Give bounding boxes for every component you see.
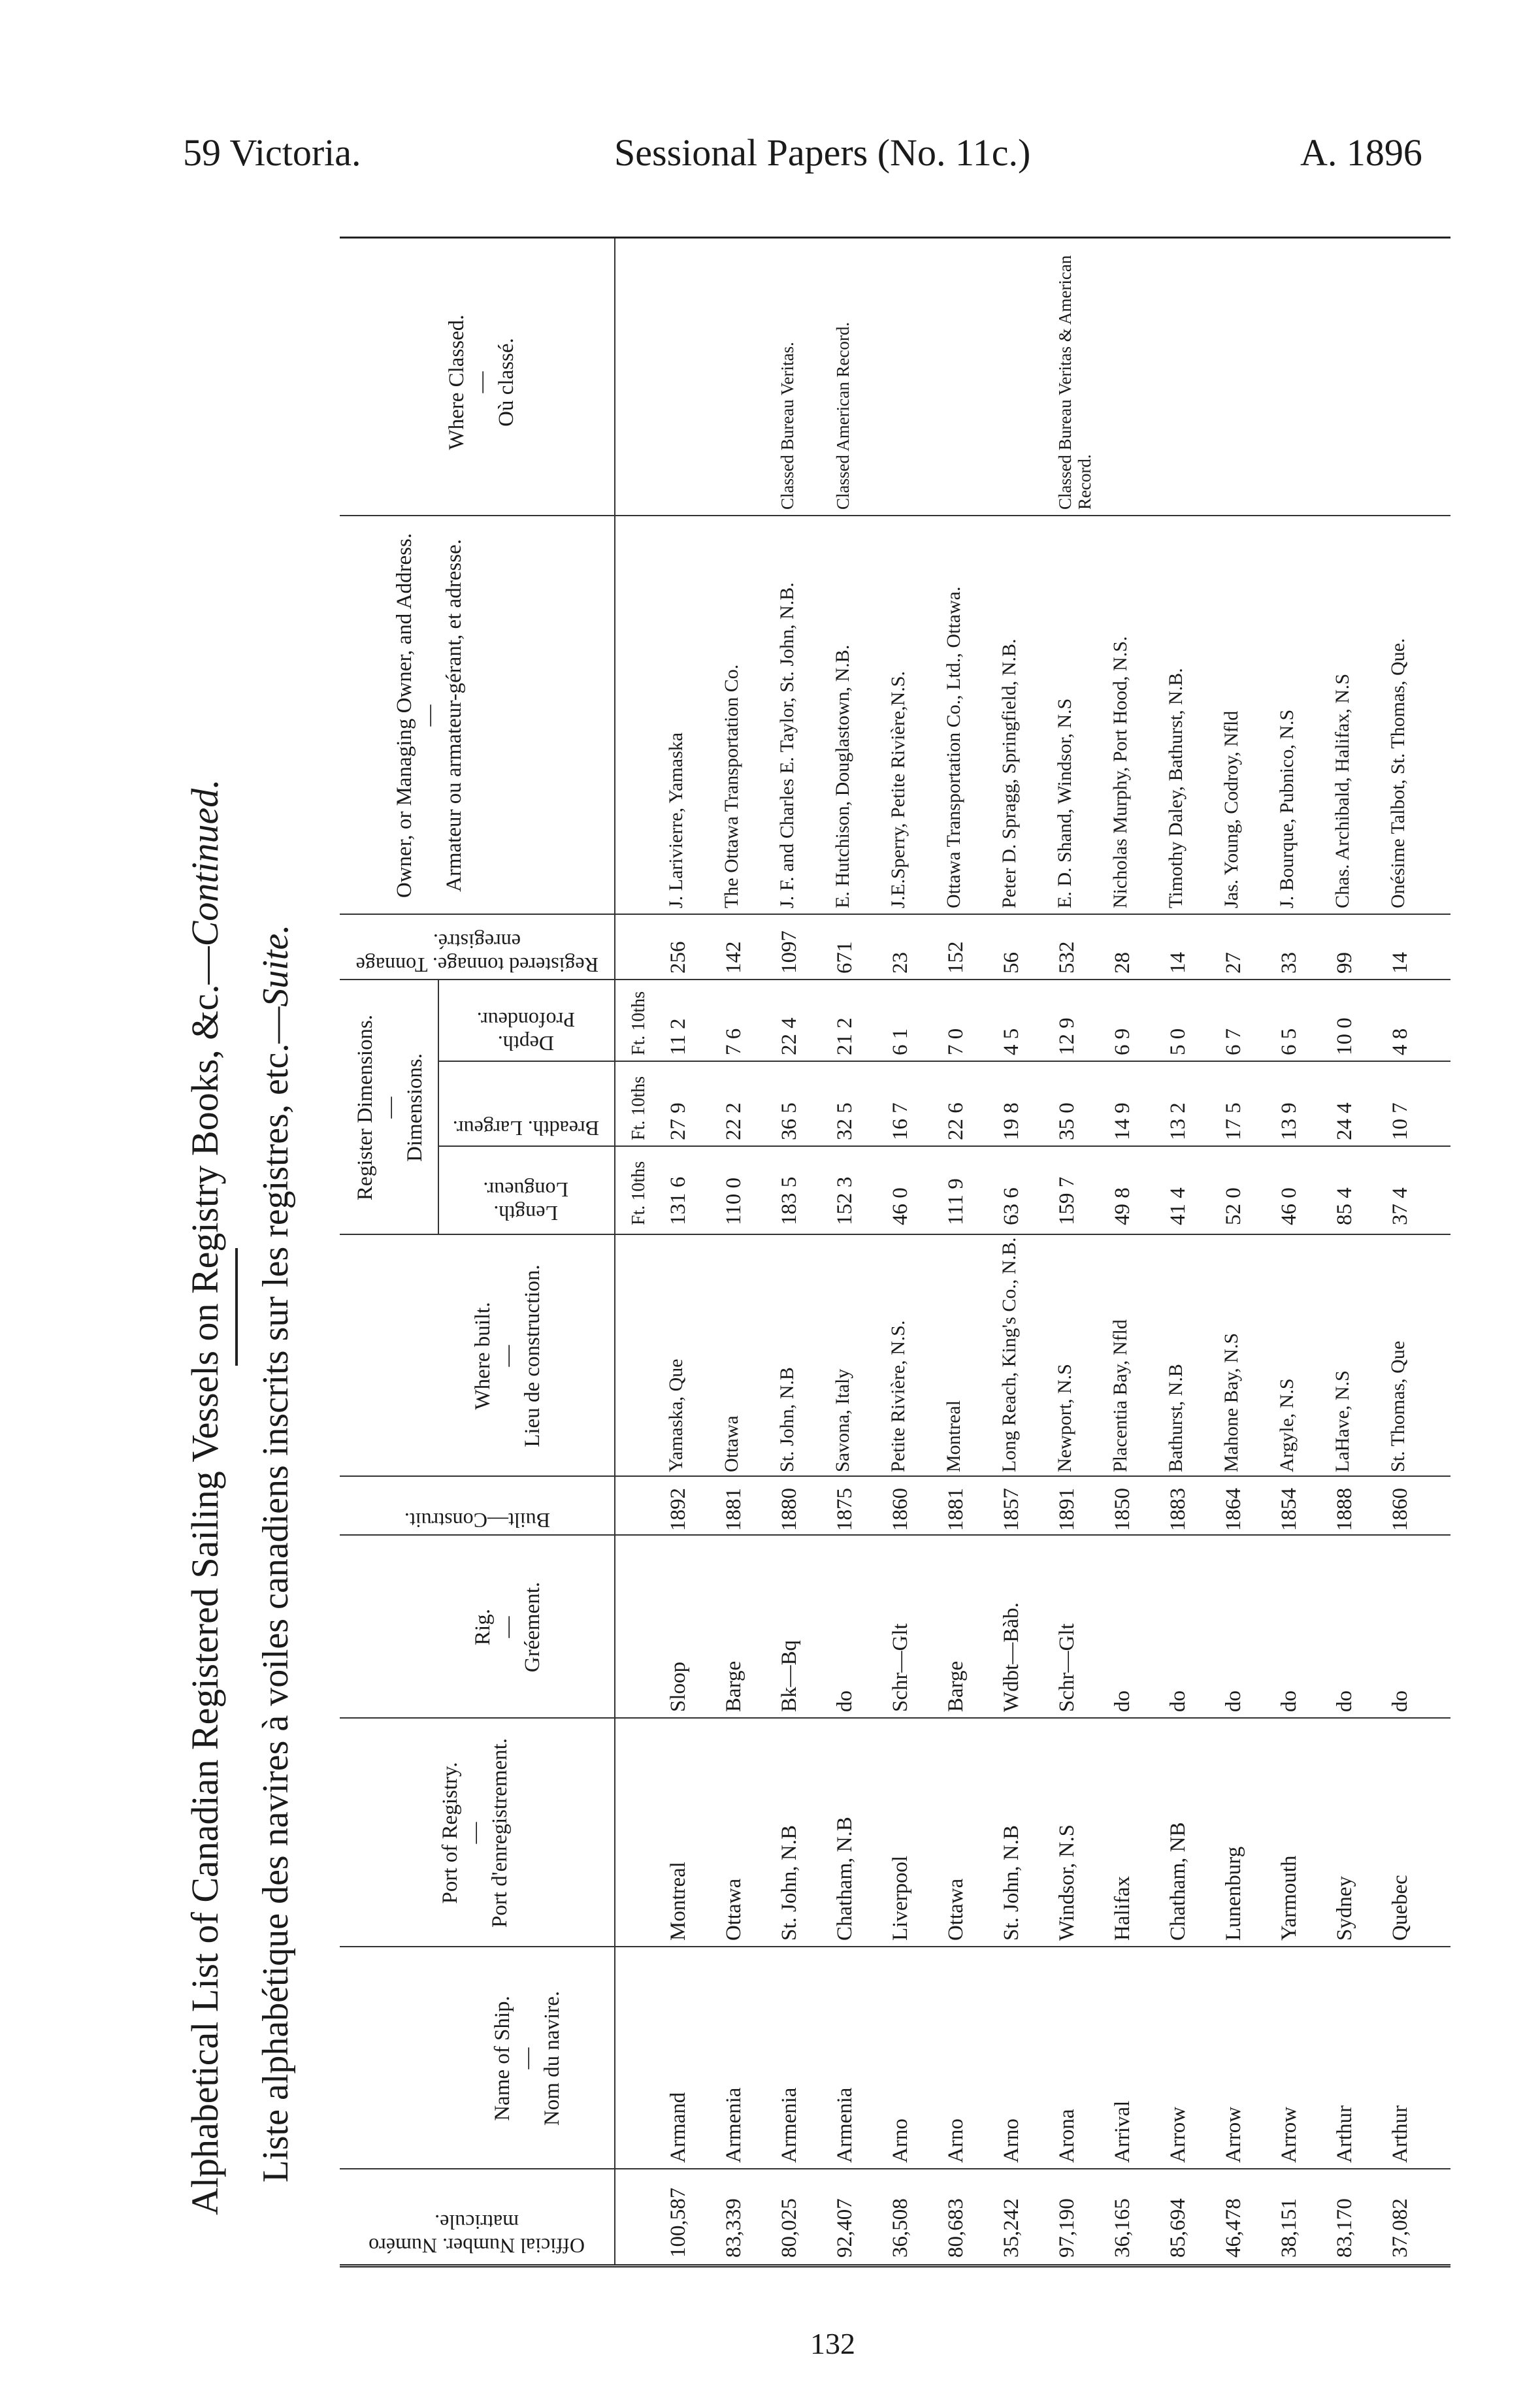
cell-length: 46 0 [889,1187,912,1225]
cell-name: Arno [889,2118,912,2163]
cell-built: 1850 [1111,1488,1134,1531]
col-divider [340,914,1450,915]
cell-length: 46 0 [1277,1187,1301,1225]
cell-rig: do [1388,1690,1412,1712]
cell-rig: Schr—Glt [889,1623,912,1712]
cell-port: Ottawa [722,1878,745,1941]
cell-built: 1891 [1055,1488,1079,1531]
cell-port: St. John, N.B [1000,1825,1023,1941]
cell-port: Yarmouth [1277,1855,1301,1941]
cell-official: 35,242 [1000,2198,1023,2258]
cell-owner: Ottawa Transportation Co., Ltd., Ottawa. [943,586,964,908]
cell-owner: J. Larivierre, Yamaska [665,732,687,908]
col-divider [340,1234,1450,1235]
cell-port: Halifax [1111,1876,1134,1941]
cell-name: Armenia [833,2087,857,2163]
rotated-table-page [163,242,1457,2267]
cell-official: 85,694 [1166,2198,1190,2258]
cell-owner: Nicholas Murphy, Port Hood, N.S. [1109,636,1131,908]
cell-length: 159 7 [1055,1176,1079,1225]
cell-official: 92,407 [833,2198,857,2258]
cell-official: 97,190 [1055,2198,1079,2258]
cell-owner: E. D. Shand, Windsor, N.S [1054,698,1075,908]
col-divider [340,515,1450,516]
cell-owner: E. Hutchison, Douglastown, N.B. [832,644,853,908]
cell-port: Sydney [1333,1876,1356,1941]
cell-owner: Jas. Young, Codroy, Nfld [1221,710,1242,908]
cell-breadth: 22 2 [722,1102,745,1140]
cell-length: 111 9 [944,1178,968,1225]
cell-built: 1880 [778,1488,801,1531]
cell-name: Arno [944,2118,968,2163]
header-divider [614,239,615,2264]
col-divider [340,2168,1450,2169]
cell-tonnage: 152 [944,941,968,974]
cell-rig: do [1111,1690,1134,1712]
cell-owner: Onésime Talbot, St. Thomas, Que. [1387,638,1409,908]
cell-name: Arrival [1111,2100,1134,2163]
cell-length: 110 0 [722,1177,745,1225]
cell-breadth: 13 2 [1166,1102,1190,1140]
cell-depth: 11 2 [666,1018,690,1055]
cell-where: Argyle, N.S [1276,1378,1298,1472]
col-length-header: Length. Longueur. [483,1178,569,1225]
page-number: 132 [810,2327,855,2360]
cell-depth: 5 0 [1166,1028,1190,1055]
cell-breadth: 10 7 [1388,1102,1412,1140]
cell-classed: Classed American Record. [833,321,853,510]
cell-built: 1854 [1277,1488,1301,1531]
cell-length: 63 6 [1000,1187,1023,1225]
cell-official: 37,082 [1388,2198,1412,2258]
cell-port: Quebec [1388,1875,1412,1941]
units-depth: Ft. 10ths [629,991,649,1055]
col-divider [438,1061,1450,1062]
cell-breadth: 17 5 [1222,1102,1245,1140]
cell-where: LaHave, N.S [1332,1370,1353,1472]
col-owner-header: Owner, or Managing Owner, and Address. — Armateur ou armateur-gérant, et adresse. [393,533,466,898]
col-port-header: Port of Registry. — Port d'enregistrement. [438,1738,512,1928]
cell-built: 1881 [944,1488,968,1531]
cell-length: 131 6 [666,1176,690,1225]
cell-where: Newport, N.S [1054,1364,1075,1472]
cell-breadth: 16 7 [889,1102,912,1140]
cell-name: Arona [1055,2109,1079,2163]
cell-depth: 4 8 [1388,1028,1412,1055]
cell-depth: 7 0 [944,1028,968,1055]
cell-length: 152 3 [833,1176,857,1225]
cell-length: 183 5 [778,1176,801,1225]
cell-where: Savona, Italy [832,1368,853,1472]
cell-classed: Classed Bureau Veritas & American Record. [1055,255,1094,510]
cell-where: Yamaska, Que [665,1359,687,1472]
cell-breadth: 22 6 [944,1102,968,1140]
cell-tonnage: 142 [722,941,745,974]
cell-port: Windsor, N.S [1055,1824,1079,1941]
col-built-header: Built—Construit. [404,1509,550,1532]
cell-tonnage: 56 [1000,952,1023,974]
cell-where: Petite Rivière, N.S. [887,1320,909,1472]
header-right: A. 1896 [1300,131,1422,174]
cell-length: 52 0 [1222,1187,1245,1225]
col-where-header: Where built. — Lieu de construction. [471,1264,544,1447]
col-tonnage-header: Registered tonnage. Tonnage enregistré. [355,930,598,977]
cell-breadth: 13 9 [1277,1102,1301,1140]
cell-breadth: 24 4 [1333,1102,1356,1140]
cell-built: 1881 [722,1488,745,1531]
cell-name: Armenia [722,2087,745,2163]
cell-owner: J. F. and Charles E. Taylor, St. John, N.B. [776,582,798,908]
cell-name: Arrow [1222,2106,1245,2163]
cell-breadth: 19 8 [1000,1102,1023,1140]
cell-built: 1860 [889,1488,912,1531]
cell-rig: Bk—Bq [778,1640,801,1712]
cell-depth: 10 0 [1333,1017,1356,1055]
cell-port: Montreal [666,1862,690,1941]
cell-breadth: 27 9 [666,1102,690,1140]
cell-where: Placentia Bay, Nfld [1109,1319,1131,1472]
cell-built: 1892 [666,1488,690,1531]
cell-official: 83,170 [1333,2198,1356,2258]
cell-official: 36,165 [1111,2198,1134,2258]
header-left: 59 Victoria. [183,131,361,174]
cell-length: 37 4 [1388,1187,1412,1225]
col-classed-header: Where Classed. — Où classé. [445,314,518,450]
cell-port: St. John, N.B [778,1825,801,1941]
cell-name: Arrow [1166,2106,1190,2163]
cell-built: 1883 [1166,1488,1190,1531]
cell-port: Lunenburg [1222,1846,1245,1941]
title-english: Alphabetical List of Canadian Registered Sailing Vessels on Registry Books, &c.—Continued. [184,779,226,2215]
cell-name: Armenia [778,2087,801,2163]
cell-official: 36,508 [889,2198,912,2258]
col-divider [340,1534,1450,1536]
cell-port: Liverpool [889,1855,912,1941]
cell-rig: Barge [722,1660,745,1712]
cell-tonnage: 256 [666,941,690,974]
cell-official: 80,683 [944,2198,968,2258]
cell-owner: Peter D. Spragg, Springfield, N.B. [998,638,1020,908]
cell-length: 85 4 [1333,1187,1356,1225]
cell-breadth: 32 5 [833,1102,857,1140]
cell-tonnage: 1097 [778,931,801,974]
cell-tonnage: 99 [1333,952,1356,974]
cell-name: Arno [1000,2118,1023,2163]
cell-port: Chatham, N.B [833,1817,857,1941]
cell-rig: do [1333,1690,1356,1712]
col-divider [340,1717,1450,1719]
dims-subdivider [438,980,439,1235]
vessel-table [340,237,1450,2267]
col-official-header: Official Number. Numéro matricule. [369,2211,585,2258]
cell-official: 80,025 [778,2198,801,2258]
col-divider [340,1946,1450,1947]
cell-rig: do [833,1690,857,1712]
col-rig-header: Rig. — Gréement. [471,1581,544,1673]
cell-rig: Sloop [666,1661,690,1712]
cell-owner: The Ottawa Transportation Co. [721,664,742,908]
cell-rig: do [1166,1690,1190,1712]
cell-depth: 6 9 [1111,1028,1134,1055]
cell-where: St. John, N.B [776,1367,798,1472]
col-divider [438,1145,1450,1147]
units-length: Ft. 10ths [629,1161,649,1225]
col-divider [340,1475,1450,1477]
cell-depth: 22 4 [778,1017,801,1055]
cell-depth: 7 6 [722,1028,745,1055]
cell-where: St. Thomas, Que [1387,1340,1409,1472]
cell-built: 1875 [833,1488,857,1531]
cell-port: Chatham, NB [1166,1822,1190,1941]
cell-depth: 6 1 [889,1028,912,1055]
cell-tonnage: 23 [889,952,912,974]
cell-built: 1860 [1388,1488,1412,1531]
col-dims-header: Register Dimensions. — Dimensions. [353,1014,427,1201]
header-center: Sessional Papers (No. 11c.) [614,131,1031,174]
cell-depth: 6 7 [1222,1028,1245,1055]
cell-tonnage: 33 [1277,952,1301,974]
title-separator [235,1248,238,1366]
cell-where: Bathurst, N.B [1165,1364,1187,1472]
col-name-header: Name of Ship. — Nom du navire. [491,1990,564,2126]
cell-where: Montreal [943,1400,964,1472]
cell-rig: Wdbt—Bàb. [1000,1602,1023,1712]
cell-where: Mahone Bay, N.S [1221,1332,1242,1472]
units-breadth: Ft. 10ths [629,1076,649,1140]
cell-tonnage: 532 [1055,941,1079,974]
cell-owner: Timothy Daley, Bathurst, N.B. [1165,668,1187,908]
cell-tonnage: 14 [1388,952,1412,974]
title-french: Liste alphabétique des navires à voiles canadiens inscrits sur les registres, etc.—Suite. [255,924,296,2183]
cell-where: Ottawa [721,1415,742,1472]
cell-port: Ottawa [944,1878,968,1941]
cell-name: Armand [666,2092,690,2163]
cell-tonnage: 671 [833,941,857,974]
cell-breadth: 35 0 [1055,1102,1079,1140]
cell-tonnage: 14 [1166,952,1190,974]
cell-breadth: 36 5 [778,1102,801,1140]
cell-rig: Schr—Glt [1055,1623,1079,1712]
col-divider [340,979,1450,980]
cell-owner: J.E.Sperry, Petite Rivière,N.S. [887,670,909,908]
cell-tonnage: 27 [1222,952,1245,974]
cell-built: 1857 [1000,1488,1023,1531]
cell-classed: Classed Bureau Veritas. [778,342,797,510]
cell-official: 83,339 [722,2198,745,2258]
cell-name: Arthur [1333,2105,1356,2163]
cell-official: 46,478 [1222,2198,1245,2258]
cell-name: Arrow [1277,2106,1301,2163]
cell-depth: 4 5 [1000,1028,1023,1055]
cell-breadth: 14 9 [1111,1102,1134,1140]
cell-official: 38,151 [1277,2198,1301,2258]
cell-depth: 6 5 [1277,1028,1301,1055]
cell-rig: do [1222,1690,1245,1712]
col-depth-header: Depth. Profondeur. [476,1008,576,1055]
cell-rig: do [1277,1690,1301,1712]
cell-official: 100,587 [666,2187,690,2258]
cell-tonnage: 28 [1111,952,1134,974]
cell-name: Arthur [1388,2105,1412,2163]
cell-depth: 21 2 [833,1017,857,1055]
cell-length: 49 8 [1111,1187,1134,1225]
cell-depth: 12 9 [1055,1017,1079,1055]
cell-rig: Barge [944,1660,968,1712]
cell-length: 41 4 [1166,1187,1190,1225]
cell-built: 1864 [1222,1488,1245,1531]
cell-where: Long Reach, King's Co., N.B. [998,1237,1020,1472]
cell-owner: J. Bourque, Pubnico, N.S [1276,709,1298,908]
col-breadth-header: Breadth. Largeur. [452,1117,600,1140]
cell-built: 1888 [1333,1488,1356,1531]
cell-owner: Chas. Archibald, Halifax, N.S [1332,673,1353,908]
